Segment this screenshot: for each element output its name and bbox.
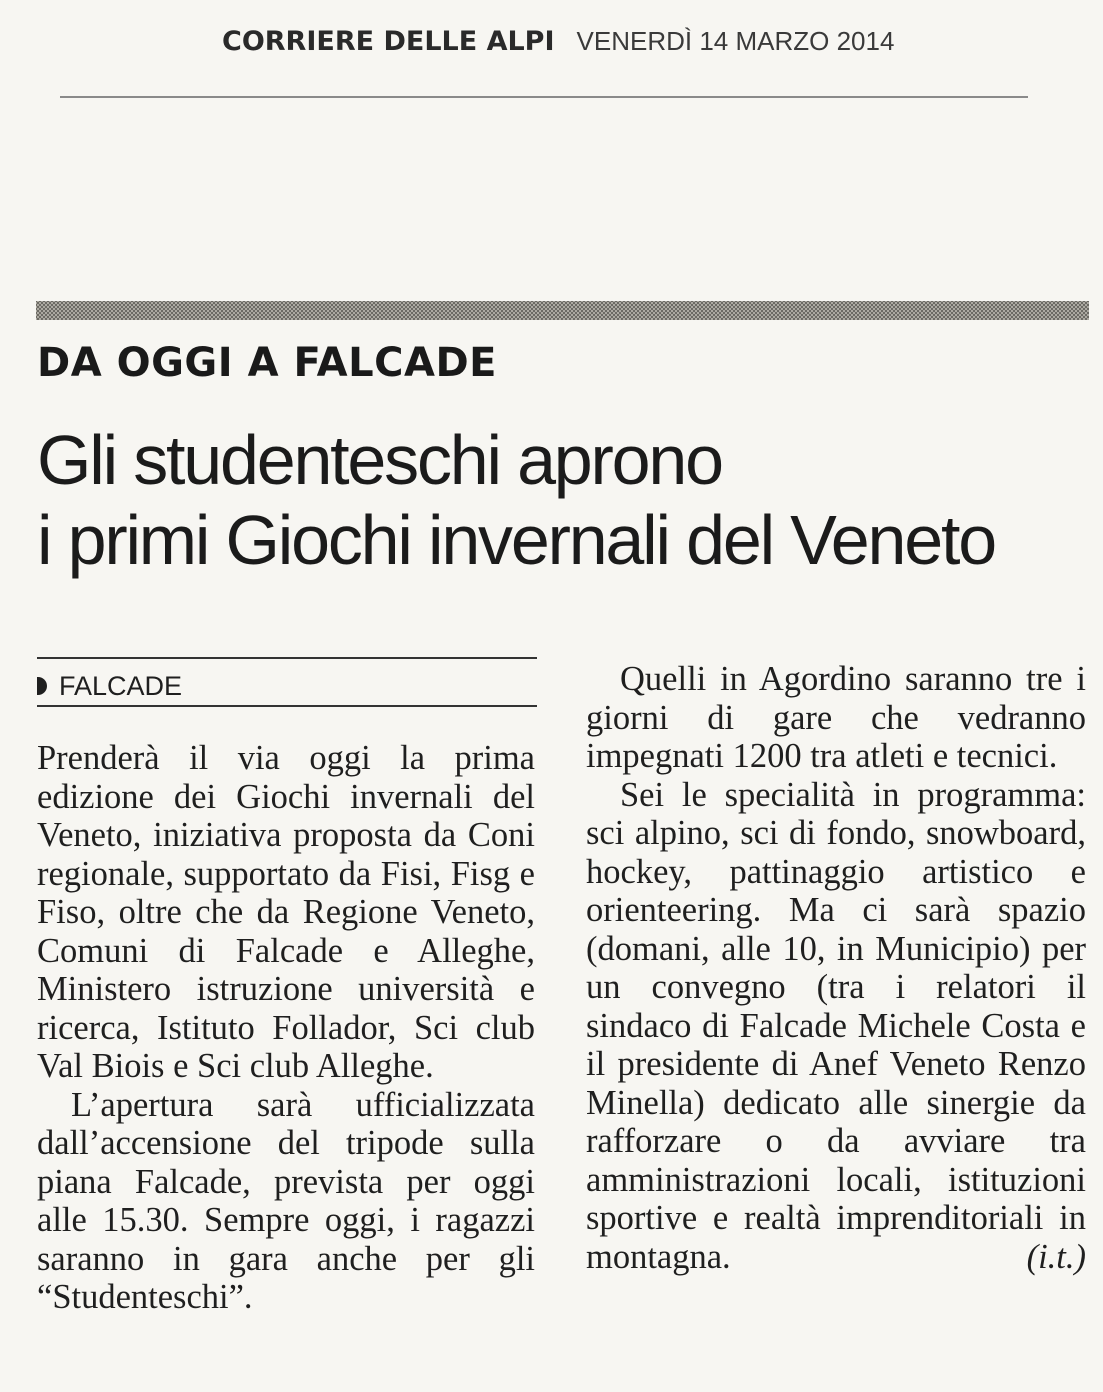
paragraph: L’apertura sarà ufficializzata dall’accensione del tripode sulla piana Falcade, prevista per oggi alle 15.30. Sempre oggi, i ragazzi saranno in gara anche per gli “Studenteschi”. [37,1085,535,1316]
newspaper-name: CORRIERE DELLE ALPI [222,26,555,57]
article-kicker: DA OGGI A FALCADE [37,340,497,386]
article-headline [37,420,1097,580]
masthead [222,26,894,66]
article-column-1 [37,739,535,1317]
paragraph [586,776,1086,1277]
location-tag [37,668,182,704]
masthead-rule [60,96,1028,98]
paragraph-text: Sei le specialità in programma: sci alpino, sci di fondo, snowboard, hockey, pattinaggio artistico e orienteering. Ma ci sarà spazio (domani, alle 10, in Municipio) per un convegno (tra i relatori il sindaco di Falcade Michele Costa e il presidente di Anef Veneto Renzo Minella) dedicato alle sinergie da rafforzare o da avviare tra amministrazioni locali, istituzioni sportive e realtà imprenditoriali in montagna. [586,775,1086,1276]
location-rule-bottom [37,705,537,707]
paragraph: Prenderà il via oggi la prima edizione dei Giochi invernali del Veneto, iniziativa proposta da Coni regionale, supportato da Fisi, Fisg e Fiso, oltre che da Regione Veneto, Comuni di Falcade e Alleghe, Ministero istruzione università e ricerca, Istituto Follador, Sci club Val Biois e Sci club Alleghe. [37,739,535,1085]
article-column-2 [586,660,1086,1276]
issue-date: VENERDÌ 14 MARZO 2014 [576,26,895,56]
author-signature: (i.t.) [1026,1237,1086,1276]
location-label: FALCADE [59,670,183,701]
location-rule-top [37,657,537,659]
location-marker-icon [37,677,47,695]
paragraph: Quelli in Agordino saranno tre i giorni di gare che vedranno impegnati 1200 tra atleti e tecnici. [586,660,1086,775]
headline-line-1: Gli studenteschi aprono [37,421,722,499]
headline-line-2: i primi Giochi invernali del Veneto [37,501,995,579]
dotted-band [36,301,1089,320]
